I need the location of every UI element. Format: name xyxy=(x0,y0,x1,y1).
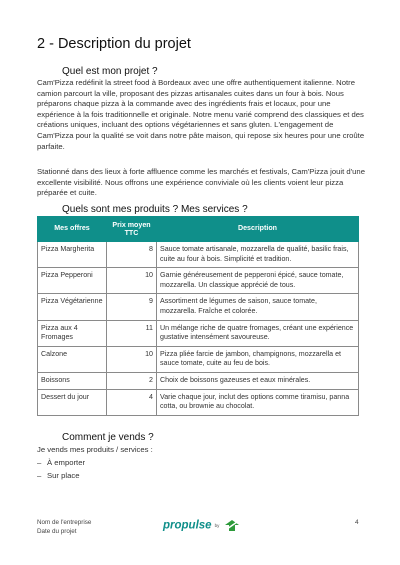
project-paragraph-1: Cam'Pizza redéfinit la street food à Bordeaux avec une offre authentiquement italienne. Notre camion parcourt la ville, proposant des pizzas artisanales cuites dans un four à bois. Nous préparons chaque pizza à la commande avec des ingrédients frais et locaux, pour une expérience à la fois traditionnelle et originale. Notre menu varié comprend des classiques et des créations uniques, incluant des options végétariennes et sans gluten. L'engagement de Cam'Pizza pour la qualité se voit dans notre pâte maison, qui repose six heures pour une croûte parfaite. xyxy=(37,78,365,151)
services-intro: Je vends mes produits / services : xyxy=(37,445,153,454)
page-number: 4 xyxy=(355,519,359,526)
offer-price: 10 xyxy=(107,346,157,372)
offer-price: 10 xyxy=(107,268,157,294)
offer-name: Pizza aux 4 Fromages xyxy=(38,320,107,346)
offer-description: Garnie généreusement de pepperoni épicé, sauce tomate, mozzarella. Un classique apprécié de tous. xyxy=(157,268,359,294)
service-label: À emporter xyxy=(47,458,86,467)
header-description: Description xyxy=(157,217,359,242)
table-row xyxy=(38,372,359,389)
dash-bullet-icon: – xyxy=(37,470,42,480)
table-row xyxy=(38,242,359,268)
credit-agricole-logo-icon xyxy=(224,519,240,532)
offer-description: Assortiment de légumes de saison, sauce tomate, mozzarella. Fraîche et colorée. xyxy=(157,294,359,320)
offer-name: Pizza Végétarienne xyxy=(38,294,107,320)
offer-description: Pizza pliée farcie de jambon, champignons, mozzarella et sauce tomate, cuite au feu de bois. xyxy=(157,346,359,372)
offer-description: Choix de boissons gazeuses et eaux minérales. xyxy=(157,372,359,389)
offer-name: Calzone xyxy=(38,346,107,372)
table-row xyxy=(38,346,359,372)
propulse-logo xyxy=(163,519,240,532)
footer-project-date: Date du projet xyxy=(37,527,77,535)
heading-sales: Comment je vends ? xyxy=(62,432,154,443)
table-row xyxy=(38,320,359,346)
offer-name: Pizza Margherita xyxy=(38,242,107,268)
heading-project: Quel est mon projet ? xyxy=(62,66,158,77)
offer-name: Boissons xyxy=(38,372,107,389)
services-list xyxy=(37,457,85,482)
logo-text: propulse xyxy=(163,519,212,532)
table-header-row xyxy=(38,217,359,242)
offer-price: 8 xyxy=(107,242,157,268)
header-price: Prix moyen TTC xyxy=(107,217,157,242)
offer-price: 2 xyxy=(107,372,157,389)
offers-table xyxy=(37,216,359,416)
footer-company xyxy=(37,519,91,536)
heading-products: Quels sont mes produits ? Mes services ? xyxy=(62,204,248,215)
offer-name: Pizza Pepperoni xyxy=(38,268,107,294)
offer-description: Un mélange riche de quatre fromages, créant une expérience gustative intensément savoureuse. xyxy=(157,320,359,346)
logo-by: by xyxy=(214,523,220,528)
list-item xyxy=(37,457,85,470)
offer-description: Sauce tomate artisanale, mozzarella de qualité, basilic frais, cuite au four à bois. Simplicité et tradition. xyxy=(157,242,359,268)
offer-price: 4 xyxy=(107,389,157,415)
offer-description: Varie chaque jour, inclut des options comme tiramisu, panna cotta, ou brownie au chocolat. xyxy=(157,389,359,415)
dash-bullet-icon: – xyxy=(37,458,42,467)
header-offers: Mes offres xyxy=(38,217,107,242)
offer-name: Dessert du jour xyxy=(38,389,107,415)
offer-price: 11 xyxy=(107,320,157,346)
offer-price: 9 xyxy=(107,294,157,320)
footer-company-name: Nom de l'entreprise xyxy=(37,519,92,526)
section-title: 2 - Description du projet xyxy=(37,36,191,52)
table-row xyxy=(38,389,359,415)
table-row xyxy=(38,268,359,294)
service-label: Sur place xyxy=(47,470,80,480)
project-paragraph-2: Stationné dans des lieux à forte affluence comme les marchés et festivals, Cam'Pizza jouit d'une excellente visibilité. Nous offrons une expérience conviviale où les clients voient leur pizza préparée et cuite. xyxy=(37,167,365,198)
list-item xyxy=(37,470,85,483)
table-row xyxy=(38,294,359,320)
